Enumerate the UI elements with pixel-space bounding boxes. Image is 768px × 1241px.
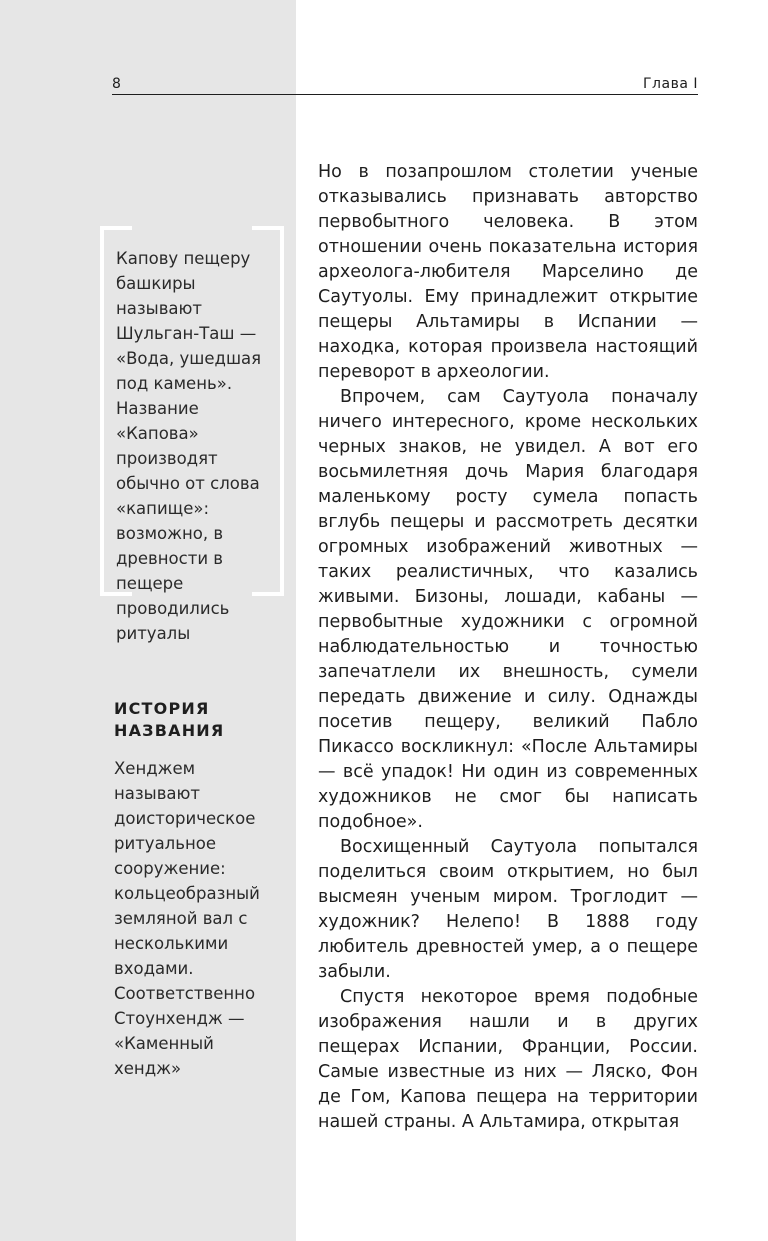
- main-paragraph-3: Восхищенный Саутуола попытался поделиться своим открытием, но был высмеян ученым миром. Троглодит — художник? Нелепо! В 1888 году любитель древностей умер, а о пещере забыли.: [318, 837, 698, 982]
- sidebar-section-text: Хенджем называют доисторическое ритуальное сооружение: кольцеобразный земляной вал с несколькими входами. Соответственно Стоунхендж — «Каменный хендж»: [114, 759, 260, 1078]
- main-paragraph-4: Спустя некоторое время подобные изображения нашли и в других пещерах Испании, Франции, России. Самые известные из них — Ляско, Фон де Гом, Капова пещера на территории нашей страны. А Альтамира, открытая: [318, 987, 698, 1132]
- main-paragraph-1: Но в позапрошлом столетии ученые отказывались признавать авторство первобытного человека. В этом отношении очень показательна история археолога-любителя Марселино де Саутуолы. Ему принадлежит открытие пещеры Альтамиры в Испании — находка, которая произвела настоящий переворот в археологии.: [318, 162, 698, 382]
- main-paragraph-2: Впрочем, сам Саутуола поначалу ничего интересного, кроме нескольких черных знаков, не увидел. А вот его восьмилетняя дочь Мария благодаря маленькому росту сумела попасть вглубь пещеры и рассмотреть десятки огромных изображений животных — таких реалистичных, что казались живыми. Бизоны, лошади, кабаны — первобытные художники с огромной наблюдательностью и точностью запечатлели их внешность, сумели передать движение и силу. Однажды посетив пещеру, великий Пабло Пикассо воскликнул: «После Альтамиры — всё упадок! Ни один из современных художников не смог бы написать подобное».: [318, 387, 698, 832]
- page-number: 8: [112, 76, 122, 92]
- sidebar-section-title: ИСТОРИЯ НАЗВАНИЯ: [114, 699, 225, 740]
- chapter-label: Глава I: [643, 76, 698, 92]
- callout-text: Капову пещеру башкиры называют Шульган-Таш — «Вода, ушедшая под камень». Название «Капова» производят обычно от слова «капище»: возможно, в древности в пещере проводились ритуалы: [116, 249, 262, 643]
- callout-box: [100, 226, 284, 643]
- header-divider: [112, 94, 698, 95]
- main-text-column: [318, 160, 698, 1135]
